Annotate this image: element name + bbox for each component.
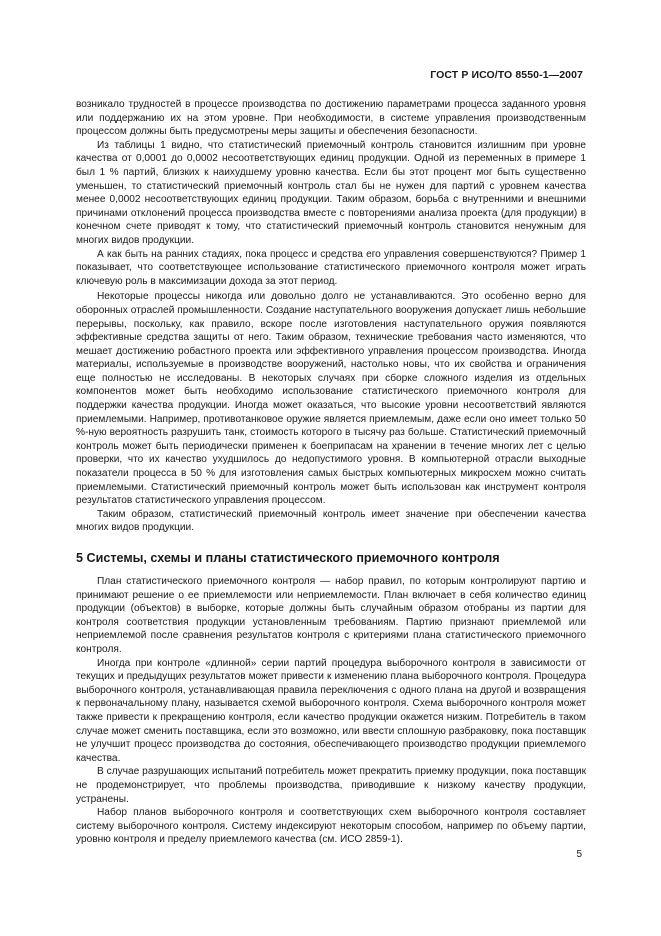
paragraph: В случае разрушающих испытаний потребитель может прекратить приемку продукции, пока поставщик не продемонстрирует, что проблемы производства, приводившие к низкому качеству продукции, устранены. (76, 766, 586, 805)
paragraph-continuation: возникало трудностей в процессе производства по достижению параметрами процесса заданного уровня или поддержанию их на этом уровне. При необходимости, в системе управления производственным процессом должны быть предусмотрены меры защиты и обеспечения безопасности. (76, 99, 586, 138)
document-body (76, 98, 586, 847)
paragraph: А как быть на ранних стадиях, пока процесс и средства его управления совершенствуются? Пример 1 показывает, что соответствующее использование статистического приемочного контроля может играть ключевую роль в максимизации дохода за этот период. (76, 248, 586, 287)
paragraph: Некоторые процессы никогда или довольно долго не устанавливаются. Это особенно верно для оборонных отраслей промышленности. Создание наступательного вооружения допускает лишь небольшие перерывы, поскольку, как правило, вскоре после изготовления наступательного оружия появляются эффективные средства защиты от него. Таким образом, технические требования часто изменяются, что мешает достижению робастного проекта или эффективного управления процессом производства. Иногда материалы, используемые в производстве вооружений, настолько новы, что их свойства и ограничения еще полностью не исследованы. В некоторых случаях при сборке сложного изделия из отдельных компонентов может быть необходимо использование статистического приемочного контроля для поддержки качества продукции. Иногда может оказаться, что высокие уровни несоответствий являются приемлемыми. Например, противотанковое оружие является приемлемым, даже если оно имеет только 50 %-ную вероятность разрушить танк, стоимость которого в тысячу раз больше. Статистический приемочный контроль может быть периодически применен к боеприпасам на хранении в течение многих лет с целью проверки, что их качество ухудшилось до недопустимого уровня. В компьютерной отрасли выходные показатели процесса в 50 % для изготовления самых быстрых компьютерных микросхем можно считать приемлемыми. Статистический приемочный контроль может быть использован как инструмент контроля результатов статистического управления процессом. (76, 291, 586, 507)
section-heading: 5 Системы, схемы и планы статистического приемочного контроля (76, 551, 500, 565)
paragraph: Из таблицы 1 видно, что статистический приемочный контроль становится излишним при уровне качества от 0,0001 до 0,0002 несоответствующих единиц продукции. Одной из переменных в примере 1 был 1 % партий, близких к наихудшему уровню качества. Если бы этот процент мог быть существенно уменьшен, то статистический приемочный контроль стал бы не нужен для партий с уровнем качества менее 0,0002 несоответствующих единиц продукции. Таким образом, борьба с внутренними и внешними причинами отклонений процесса производства вместе с повторениями анализа проекта (для продукции) в конечном счете приводят к тому, что статистический приемочный контроль становится ненужным для многих видов продукции. (76, 139, 586, 246)
paragraph: План статистического приемочного контроля — набор правил, по которым контролируют партию и принимают решение о ее приемлемости или неприемлемости. План включает в себя количество единиц продукции (объектов) в выборке, которые должны быть случайным образом отобраны из партии для контроля соответствия продукции установленным требованиям. Партию признают приемлемой или неприемлемой после сравнения результатов контроля с критериями плана статистического приемочного контроля. (76, 576, 586, 655)
paragraph: Таким образом, статистический приемочный контроль имеет значение при обеспечении качества многих видов продукции. (76, 508, 586, 534)
document-header: ГОСТ Р ИСО/ТО 8550-1—2007 (430, 69, 583, 81)
page-number: 5 (576, 849, 582, 860)
paragraph: Набор планов выборочного контроля и соответствующих схем выборочного контроля составляет систему выборочного контроля. Систему индексируют некоторым способом, например по объему партии, уровню контроля и пределу приемлемого качества (см. ИСО 2859-1). (76, 807, 586, 846)
paragraph: Иногда при контроле «длинной» серии партий процедура выборочного контроля в зависимости от текущих и предыдущих результатов может привести к изменению плана выборочного контроля. Процедура выборочного контроля, устанавливающая правила переключения с одного плана на другой и возвращения к первоначальному плану, называется схемой выборочного контроля. Схема выборочного контроля может также привести к прекращению контроля, если качество продукции окажется низким. Потребитель в таком случае может сменить поставщика, если это возможно, или ввести сплошную разбраковку, пока поставщик не улучшит процесс производства до состояния, обеспечивающего производство продукции приемлемого качества. (76, 657, 586, 764)
